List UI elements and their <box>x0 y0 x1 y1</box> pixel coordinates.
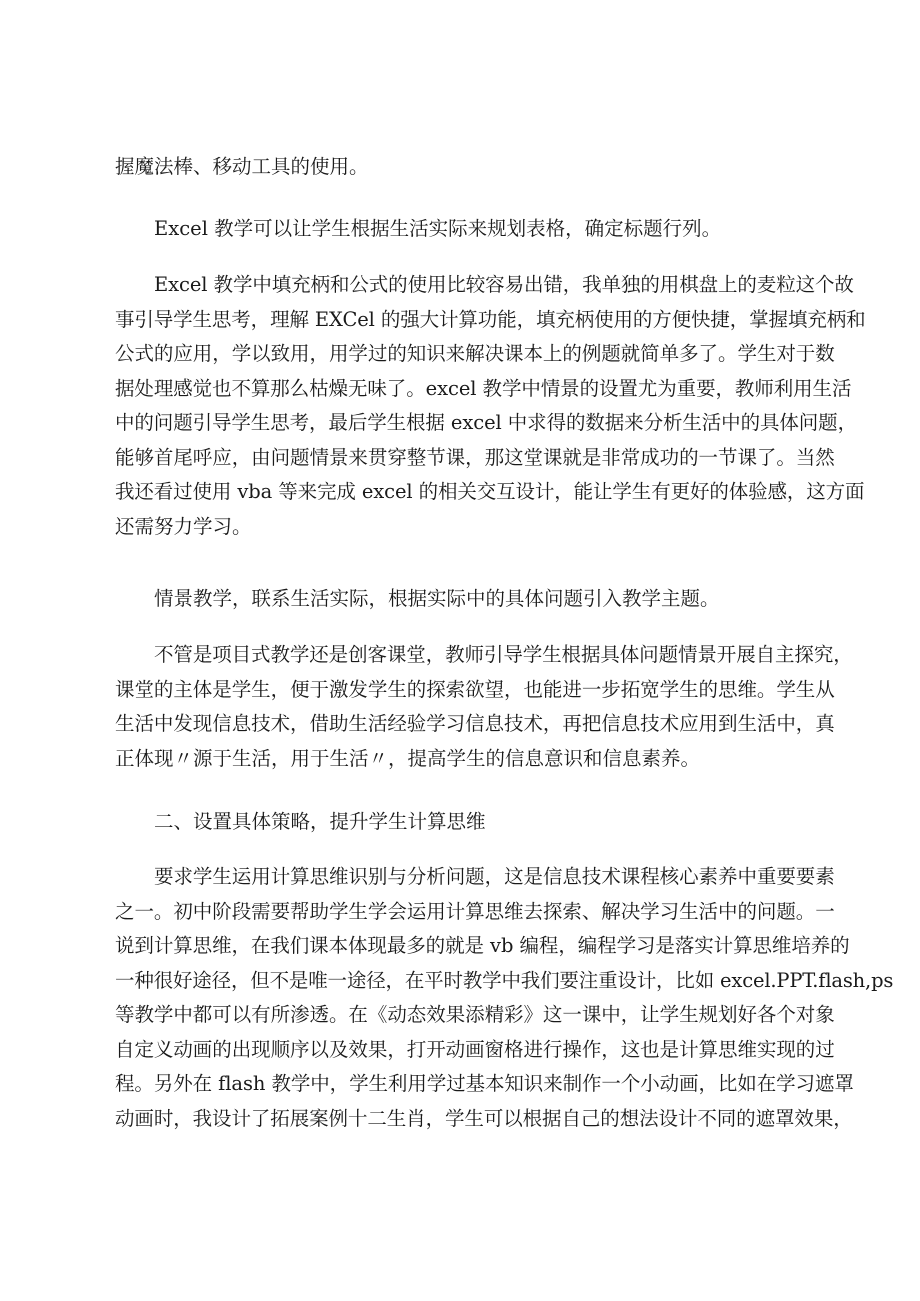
heading-text: 二、设置具体策略，提升学生计算思维 <box>154 810 486 833</box>
text-line: 等教学中都可以有所渗透。在《动态效果添精彩》这一课中，让学生规划好各个对象 <box>115 1003 835 1026</box>
paragraph-2 <box>115 212 815 247</box>
text-line: 之一。初中阶段需要帮助学生学会运用计算思维去探索、解决学习生活中的问题。一 <box>115 899 835 923</box>
text-line: 公式的应用，学以致用，用学过的知识来解决课本上的例题就简单多了。学生对于数 <box>115 342 835 365</box>
text-line: 动画时，我设计了拓展案例十二生肖，学生可以根据自己的想法设计不同的遮罩效果， <box>115 1106 853 1130</box>
paragraph-1 <box>115 150 815 185</box>
text-line: 据处理感觉也不算那么枯燥无味了。excel 教学中情景的设置尤为重要，教师利用生活 <box>115 376 852 400</box>
text-line: 自定义动画的出现顺序以及效果，打开动画窗格进行操作，这也是计算思维实现的过 <box>115 1037 835 1061</box>
text-line: 生活中发现信息技术，借助生活经验学习信息技术，再把信息技术应用到生活中，真 <box>115 712 835 735</box>
text-line: 情景教学，联系生活实际，根据实际中的具体问题引入教学主题。 <box>154 587 720 610</box>
text-line: 握魔法棒、移动工具的使用。 <box>115 155 369 178</box>
text-line: 我还看过使用 vba 等来完成 excel 的相关交互设计，能让学生有更好的体验感，这方面 <box>115 480 865 503</box>
text-line: Excel 教学中填充柄和公式的使用比较容易出错，我单独的用棋盘上的麦粒这个故 <box>154 273 854 296</box>
paragraph-6 <box>115 860 894 1136</box>
text-line: Excel 教学可以让学生根据生活实际来规划表格，确定标题行列。 <box>154 217 722 240</box>
paragraph-4 <box>115 582 815 617</box>
text-line: 中的问题引导学生思考，最后学生根据 excel 中求得的数据来分析生活中的具体问题， <box>115 411 857 434</box>
text-line: 一种很好途径，但不是唯一途径，在平时教学中我们要注重设计，比如 excel.PPT.flash,ps <box>115 968 894 992</box>
text-line: 事引导学生思考，理解 EXCel 的强大计算功能，填充柄使用的方便快捷，掌握填充柄和 <box>115 307 866 331</box>
section-heading <box>115 805 815 840</box>
paragraph-5 <box>115 638 853 776</box>
text-line: 说到计算思维，在我们课本体现最多的就是 vb 编程，编程学习是落实计算思维培养的 <box>115 934 850 957</box>
text-line: 要求学生运用计算思维识别与分析问题，这是信息技术课程核心素养中重要要素 <box>154 865 835 888</box>
text-line: 课堂的主体是学生，便于激发学生的探索欲望，也能进一步拓宽学生的思维。学生从 <box>115 677 835 701</box>
text-line: 还需努力学习。 <box>115 514 252 538</box>
text-line: 不管是项目式教学还是创客课堂，教师引导学生根据具体问题情景开展自主探究， <box>154 643 853 666</box>
text-line: 正体现〃源于生活，用于生活〃，提高学生的信息意识和信息素养。 <box>115 746 701 770</box>
paragraph-3 <box>115 268 866 544</box>
text-line: 程。另外在 flash 教学中，学生利用学过基本知识来制作一个小动画，比如在学习遮罩 <box>115 1072 854 1095</box>
text-line: 能够首尾呼应，由问题情景来贯穿整节课，那这堂课就是非常成功的一节课了。当然 <box>115 445 835 469</box>
